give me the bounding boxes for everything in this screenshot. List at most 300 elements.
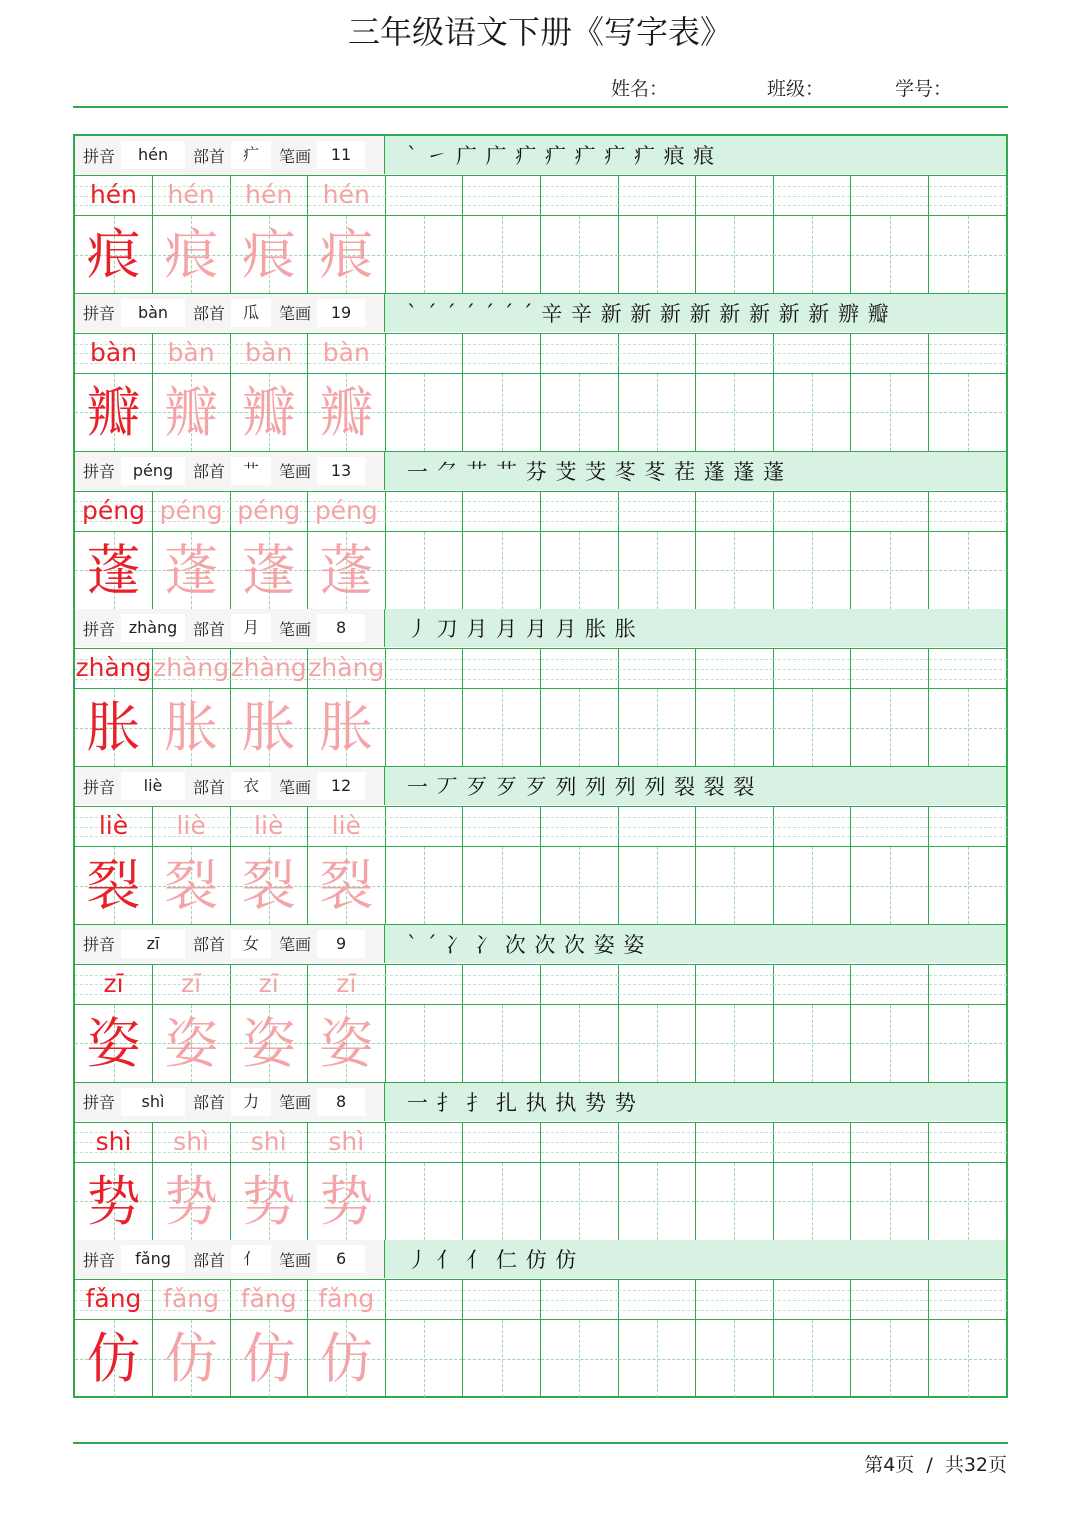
pinyin-cell[interactable]: [153, 807, 231, 846]
pinyin-guide-line: [696, 363, 773, 364]
character-model: 仿: [86, 1327, 141, 1391]
grid-guide-horizontal: [773, 412, 850, 413]
writing-cell[interactable]: [75, 532, 153, 609]
pinyin-cell[interactable]: [929, 492, 1007, 531]
pinyin-guide-line: [851, 836, 928, 837]
pinyin-trace: péng: [237, 495, 301, 525]
pinyin-guide-line: [929, 1142, 1007, 1143]
pinyin-guide-line: [851, 1142, 928, 1143]
writing-cell[interactable]: [308, 1320, 386, 1397]
writing-cell[interactable]: [618, 216, 696, 293]
writing-cell[interactable]: [851, 532, 929, 609]
writing-cell[interactable]: [929, 689, 1007, 766]
pinyin-cell[interactable]: [696, 334, 774, 373]
pinyin-trace: fǎng: [318, 1284, 375, 1314]
writing-cell[interactable]: [153, 216, 231, 293]
pinyin-cell[interactable]: [153, 334, 231, 373]
writing-cell[interactable]: [230, 847, 308, 924]
writing-cell[interactable]: [463, 1163, 541, 1240]
pinyin-guide-line: [929, 669, 1007, 670]
pinyin-cell[interactable]: [308, 965, 386, 1004]
pinyin-guide-line: [618, 836, 695, 837]
pinyin-guide-line: [618, 186, 695, 187]
writing-cell[interactable]: [153, 1320, 231, 1397]
pinyin-cell[interactable]: [773, 334, 851, 373]
pinyin-cell[interactable]: [851, 334, 929, 373]
pinyin-cell[interactable]: [230, 1280, 308, 1319]
writing-cell[interactable]: [463, 532, 541, 609]
writing-cell[interactable]: [618, 374, 696, 451]
pinyin-guide-line: [463, 501, 540, 502]
pinyin-cell[interactable]: [463, 176, 541, 215]
writing-cell[interactable]: [851, 374, 929, 451]
writing-cell[interactable]: [230, 216, 308, 293]
writing-cell[interactable]: [773, 1320, 851, 1397]
pinyin-cell[interactable]: [75, 1123, 153, 1162]
writing-cell[interactable]: [308, 532, 386, 609]
writing-cell[interactable]: [929, 1163, 1007, 1240]
writing-cell[interactable]: [230, 532, 308, 609]
writing-cell[interactable]: [773, 1005, 851, 1082]
pinyin-cell[interactable]: [618, 176, 696, 215]
grid-guide-horizontal: [773, 1359, 850, 1360]
pinyin-cell[interactable]: [153, 1123, 231, 1162]
pinyin-cell[interactable]: [696, 176, 774, 215]
pinyin-model: zhàng: [75, 653, 152, 683]
writing-cell[interactable]: [929, 532, 1007, 609]
pinyin-guide-line: [618, 521, 695, 522]
writing-cell[interactable]: [463, 847, 541, 924]
grid-guide-horizontal: [385, 1043, 462, 1044]
pinyin-cell[interactable]: [618, 649, 696, 688]
character-trace: 姿: [164, 1011, 219, 1075]
pinyin-cell[interactable]: [696, 649, 774, 688]
pinyin-guide-line: [385, 205, 462, 206]
pinyin-cell[interactable]: [463, 334, 541, 373]
grid-guide-horizontal: [851, 570, 928, 571]
pinyin-cell[interactable]: [308, 334, 386, 373]
pinyin-cell[interactable]: [75, 1280, 153, 1319]
grid-guide-horizontal: [463, 255, 540, 256]
writing-cell[interactable]: [851, 1005, 929, 1082]
pinyin-cell[interactable]: [308, 492, 386, 531]
pinyin-cell[interactable]: [385, 807, 463, 846]
pinyin-guide-line: [773, 1310, 850, 1311]
writing-cell[interactable]: [75, 374, 153, 451]
pinyin-guide-line: [929, 836, 1007, 837]
pinyin-guide-line: [541, 1142, 618, 1143]
pinyin-guide-line: [929, 827, 1007, 828]
class-field-label: 班级：: [767, 78, 825, 100]
writing-cell[interactable]: [541, 1320, 619, 1397]
writing-cell[interactable]: [851, 689, 929, 766]
pinyin-cell[interactable]: [851, 965, 929, 1004]
writing-cell[interactable]: [75, 689, 153, 766]
writing-cell[interactable]: [153, 847, 231, 924]
pinyin-guide-line: [385, 511, 462, 512]
pinyin-cell[interactable]: [696, 492, 774, 531]
writing-cell[interactable]: [773, 1163, 851, 1240]
radical-label: 部首: [193, 462, 226, 481]
writing-cell[interactable]: [385, 1320, 463, 1397]
writing-cell[interactable]: [773, 847, 851, 924]
grid-guide-horizontal: [618, 570, 695, 571]
pinyin-guide-line: [696, 827, 773, 828]
character-trace: 仿: [164, 1327, 219, 1391]
pinyin-cell[interactable]: [463, 649, 541, 688]
pinyin-cell[interactable]: [618, 965, 696, 1004]
character-trace: 胀: [164, 696, 219, 760]
writing-cell[interactable]: [696, 1163, 774, 1240]
writing-cell[interactable]: [851, 847, 929, 924]
writing-cell[interactable]: [308, 1005, 386, 1082]
character-model: 姿: [86, 1011, 141, 1075]
writing-cell[interactable]: [385, 532, 463, 609]
pinyin-cell[interactable]: [618, 1123, 696, 1162]
pinyin-guide-line: [696, 1132, 773, 1133]
writing-cell[interactable]: [618, 532, 696, 609]
writing-cell[interactable]: [385, 847, 463, 924]
writing-cell[interactable]: [308, 689, 386, 766]
character-model: 裂: [86, 854, 141, 917]
pinyin-guide-line: [851, 344, 928, 345]
character-trace: 姿: [319, 1011, 374, 1075]
pinyin-cell[interactable]: [230, 492, 308, 531]
pinyin-cell[interactable]: [851, 649, 929, 688]
character-trace: 势: [319, 1169, 374, 1233]
pinyin-cell[interactable]: [230, 334, 308, 373]
pinyin-guide-line: [696, 1310, 773, 1311]
character-trace: 仿: [241, 1327, 296, 1391]
grid-guide-horizontal: [773, 570, 850, 571]
pinyin-cell[interactable]: [618, 1280, 696, 1319]
pinyin-cell[interactable]: [385, 334, 463, 373]
pinyin-guide-line: [851, 984, 928, 985]
pinyin-guide-line: [618, 196, 695, 197]
stroke-order-sequence: 一 扌 扌 扎 执 执 势 势: [385, 1083, 1006, 1121]
pinyin-guide-line: [773, 1142, 850, 1143]
writing-cell[interactable]: [929, 847, 1007, 924]
pinyin-practice-row: [75, 492, 1006, 532]
pinyin-cell[interactable]: [851, 1123, 929, 1162]
pinyin-cell[interactable]: [463, 492, 541, 531]
pinyin-trace: bàn: [322, 337, 370, 367]
pinyin-cell[interactable]: [773, 1280, 851, 1319]
writing-cell[interactable]: [696, 374, 774, 451]
pinyin-label: 拼音: [83, 1250, 116, 1270]
pinyin-cell[interactable]: [929, 965, 1007, 1004]
character-trace: 势: [164, 1169, 219, 1233]
writing-cell[interactable]: [851, 1320, 929, 1397]
pinyin-cell[interactable]: [541, 334, 619, 373]
writing-cell[interactable]: [75, 1005, 153, 1082]
pinyin-guide-line: [541, 1152, 618, 1153]
pinyin-cell[interactable]: [230, 649, 308, 688]
writing-cell[interactable]: [541, 1005, 619, 1082]
writing-cell[interactable]: [308, 1163, 386, 1240]
pinyin-guide-line: [463, 196, 540, 197]
pinyin-cell[interactable]: [929, 334, 1007, 373]
pinyin-value: fǎng: [121, 1245, 185, 1273]
pinyin-practice-row: [75, 649, 1006, 689]
pinyin-model: bàn: [89, 337, 138, 367]
pinyin-cell[interactable]: [851, 176, 929, 215]
pinyin-guide-line: [541, 1300, 618, 1301]
pinyin-guide-line: [618, 669, 695, 670]
pinyin-cell[interactable]: [773, 965, 851, 1004]
character-block: [75, 609, 1006, 767]
writing-cell[interactable]: [618, 847, 696, 924]
pinyin-cell[interactable]: [696, 1123, 774, 1162]
writing-cell[interactable]: [75, 1163, 153, 1240]
writing-cell[interactable]: [230, 374, 308, 451]
stroke-order-sequence: 丿 刀 月 月 月 月 胀 胀: [385, 609, 1006, 647]
pinyin-guide-line: [618, 994, 695, 995]
writing-cell[interactable]: [75, 216, 153, 293]
pinyin-cell[interactable]: [541, 1123, 619, 1162]
pinyin-cell[interactable]: [929, 807, 1007, 846]
pinyin-cell[interactable]: [773, 492, 851, 531]
pinyin-trace: fǎng: [240, 1284, 297, 1314]
pinyin-cell[interactable]: [463, 965, 541, 1004]
character-trace: 蓬: [241, 538, 296, 602]
writing-cell[interactable]: [696, 1320, 774, 1397]
pinyin-cell[interactable]: [385, 1123, 463, 1162]
writing-cell[interactable]: [696, 532, 774, 609]
writing-cell[interactable]: [308, 216, 386, 293]
writing-cell[interactable]: [618, 689, 696, 766]
writing-cell[interactable]: [230, 689, 308, 766]
pinyin-cell[interactable]: [153, 965, 231, 1004]
pinyin-cell[interactable]: [929, 1123, 1007, 1162]
pinyin-cell[interactable]: [230, 176, 308, 215]
pinyin-trace: zhàng: [230, 653, 307, 683]
writing-cell[interactable]: [696, 689, 774, 766]
writing-cell[interactable]: [773, 532, 851, 609]
pinyin-cell[interactable]: [308, 807, 386, 846]
writing-cell[interactable]: [541, 689, 619, 766]
pinyin-cell[interactable]: [463, 1123, 541, 1162]
pinyin-guide-line: [696, 353, 773, 354]
writing-cell[interactable]: [308, 374, 386, 451]
writing-cell[interactable]: [696, 216, 774, 293]
radical-label: 部首: [193, 146, 226, 166]
pinyin-cell[interactable]: [929, 649, 1007, 688]
grid-guide-horizontal: [929, 1043, 1007, 1044]
writing-sheet: [73, 134, 1008, 1398]
writing-cell[interactable]: [541, 847, 619, 924]
pinyin-cell[interactable]: [696, 807, 774, 846]
pinyin-cell[interactable]: [541, 1280, 619, 1319]
pinyin-cell[interactable]: [75, 965, 153, 1004]
writing-cell[interactable]: [696, 847, 774, 924]
grid-guide-horizontal: [773, 1201, 850, 1202]
pinyin-cell[interactable]: [851, 807, 929, 846]
pinyin-guide-line: [851, 1310, 928, 1311]
pinyin-guide-line: [463, 975, 540, 976]
strokes-label: 笔画: [279, 146, 312, 166]
writing-cell[interactable]: [75, 1320, 153, 1397]
pinyin-model: shì: [95, 1126, 132, 1156]
pinyin-cell[interactable]: [696, 965, 774, 1004]
pinyin-cell[interactable]: [75, 807, 153, 846]
pinyin-guide-line: [463, 679, 540, 680]
pinyin-guide-line: [463, 984, 540, 985]
pinyin-cell[interactable]: [773, 807, 851, 846]
writing-cell[interactable]: [463, 689, 541, 766]
pinyin-cell[interactable]: [308, 176, 386, 215]
pinyin-cell[interactable]: [230, 965, 308, 1004]
grid-guide-horizontal: [385, 728, 462, 729]
pinyin-cell[interactable]: [773, 649, 851, 688]
writing-cell[interactable]: [541, 374, 619, 451]
pinyin-cell[interactable]: [541, 965, 619, 1004]
writing-cell[interactable]: [541, 216, 619, 293]
strokes-value: 12: [317, 772, 365, 800]
pinyin-cell[interactable]: [153, 492, 231, 531]
writing-cell[interactable]: [153, 689, 231, 766]
writing-cell[interactable]: [230, 1163, 308, 1240]
writing-cell[interactable]: [230, 1005, 308, 1082]
grid-guide-horizontal: [618, 1359, 695, 1360]
writing-cell[interactable]: [541, 532, 619, 609]
writing-cell[interactable]: [385, 689, 463, 766]
pinyin-cell[interactable]: [230, 1123, 308, 1162]
writing-cell[interactable]: [541, 1163, 619, 1240]
writing-cell[interactable]: [75, 847, 153, 924]
radical-label: 部首: [193, 619, 226, 639]
writing-cell[interactable]: [929, 374, 1007, 451]
writing-cell[interactable]: [385, 216, 463, 293]
pinyin-guide-line: [618, 363, 695, 364]
grid-guide-horizontal: [773, 255, 850, 256]
writing-cell[interactable]: [463, 216, 541, 293]
pinyin-cell[interactable]: [541, 649, 619, 688]
writing-cell[interactable]: [773, 689, 851, 766]
pinyin-label: 拼音: [83, 462, 116, 481]
writing-cell[interactable]: [385, 1005, 463, 1082]
writing-cell[interactable]: [851, 216, 929, 293]
writing-cell[interactable]: [463, 1005, 541, 1082]
writing-cell[interactable]: [696, 1005, 774, 1082]
pinyin-cell[interactable]: [308, 1123, 386, 1162]
pinyin-guide-line: [618, 975, 695, 976]
grid-guide-horizontal: [541, 1043, 618, 1044]
strokes-label: 笔画: [279, 777, 312, 797]
character-practice-row: [75, 532, 1006, 610]
writing-cell[interactable]: [851, 1163, 929, 1240]
pinyin-cell[interactable]: [153, 176, 231, 215]
pinyin-cell[interactable]: [851, 492, 929, 531]
writing-cell[interactable]: [153, 1163, 231, 1240]
radical-value: 亻: [231, 1245, 271, 1273]
writing-cell[interactable]: [618, 1163, 696, 1240]
pinyin-cell[interactable]: [75, 334, 153, 373]
grid-guide-horizontal: [618, 1201, 695, 1202]
pinyin-guide-line: [929, 521, 1007, 522]
writing-cell[interactable]: [929, 216, 1007, 293]
writing-cell[interactable]: [153, 1005, 231, 1082]
pinyin-cell[interactable]: [929, 176, 1007, 215]
pinyin-cell[interactable]: [463, 807, 541, 846]
pinyin-cell[interactable]: [308, 649, 386, 688]
pinyin-cell[interactable]: [75, 649, 153, 688]
writing-cell[interactable]: [773, 374, 851, 451]
radical-label: 部首: [193, 777, 226, 797]
writing-cell[interactable]: [618, 1005, 696, 1082]
pinyin-guide-line: [851, 501, 928, 502]
pinyin-cell[interactable]: [541, 492, 619, 531]
character-trace: 裂: [241, 854, 296, 917]
pinyin-cell[interactable]: [385, 176, 463, 215]
pinyin-practice-row: [75, 1280, 1006, 1320]
pinyin-guide-line: [463, 1310, 540, 1311]
pinyin-cell[interactable]: [773, 1123, 851, 1162]
pinyin-cell[interactable]: [385, 649, 463, 688]
pinyin-guide-line: [618, 353, 695, 354]
header-divider: [73, 106, 1008, 108]
pinyin-cell[interactable]: [153, 649, 231, 688]
radical-value: 疒: [231, 141, 271, 169]
grid-guide-horizontal: [618, 886, 695, 887]
character-trace: 裂: [319, 854, 374, 917]
pinyin-cell[interactable]: [541, 807, 619, 846]
writing-cell[interactable]: [463, 1320, 541, 1397]
pinyin-cell[interactable]: [618, 492, 696, 531]
pinyin-cell[interactable]: [618, 807, 696, 846]
writing-cell[interactable]: [929, 1320, 1007, 1397]
pinyin-cell[interactable]: [308, 1280, 386, 1319]
writing-cell[interactable]: [230, 1320, 308, 1397]
pinyin-cell[interactable]: [385, 965, 463, 1004]
pinyin-cell[interactable]: [851, 1280, 929, 1319]
writing-cell[interactable]: [308, 847, 386, 924]
pinyin-guide-line: [541, 205, 618, 206]
writing-cell[interactable]: [385, 1163, 463, 1240]
pinyin-cell[interactable]: [230, 807, 308, 846]
writing-cell[interactable]: [463, 374, 541, 451]
pinyin-cell[interactable]: [385, 492, 463, 531]
pinyin-cell[interactable]: [541, 176, 619, 215]
pinyin-cell[interactable]: [153, 1280, 231, 1319]
radical-value: 艹: [231, 457, 271, 485]
pinyin-guide-line: [929, 511, 1007, 512]
pinyin-trace: liè: [176, 811, 206, 840]
pinyin-guide-line: [618, 1142, 695, 1143]
writing-cell[interactable]: [385, 374, 463, 451]
grid-guide-horizontal: [851, 1359, 928, 1360]
writing-cell[interactable]: [153, 532, 231, 609]
pinyin-guide-line: [929, 363, 1007, 364]
writing-cell[interactable]: [153, 374, 231, 451]
radical-label: 部首: [193, 1093, 226, 1112]
pinyin-model: péng: [82, 495, 145, 525]
pinyin-cell[interactable]: [929, 1280, 1007, 1319]
pinyin-cell[interactable]: [385, 1280, 463, 1319]
pinyin-cell[interactable]: [463, 1280, 541, 1319]
pinyin-cell[interactable]: [618, 334, 696, 373]
pinyin-cell[interactable]: [773, 176, 851, 215]
writing-cell[interactable]: [773, 216, 851, 293]
writing-cell[interactable]: [929, 1005, 1007, 1082]
strokes-label: 笔画: [279, 1093, 312, 1112]
pinyin-cell[interactable]: [696, 1280, 774, 1319]
pinyin-cell[interactable]: [75, 492, 153, 531]
pinyin-guide-line: [696, 679, 773, 680]
grid-guide-horizontal: [618, 728, 695, 729]
pinyin-cell[interactable]: [75, 176, 153, 215]
writing-cell[interactable]: [618, 1320, 696, 1397]
